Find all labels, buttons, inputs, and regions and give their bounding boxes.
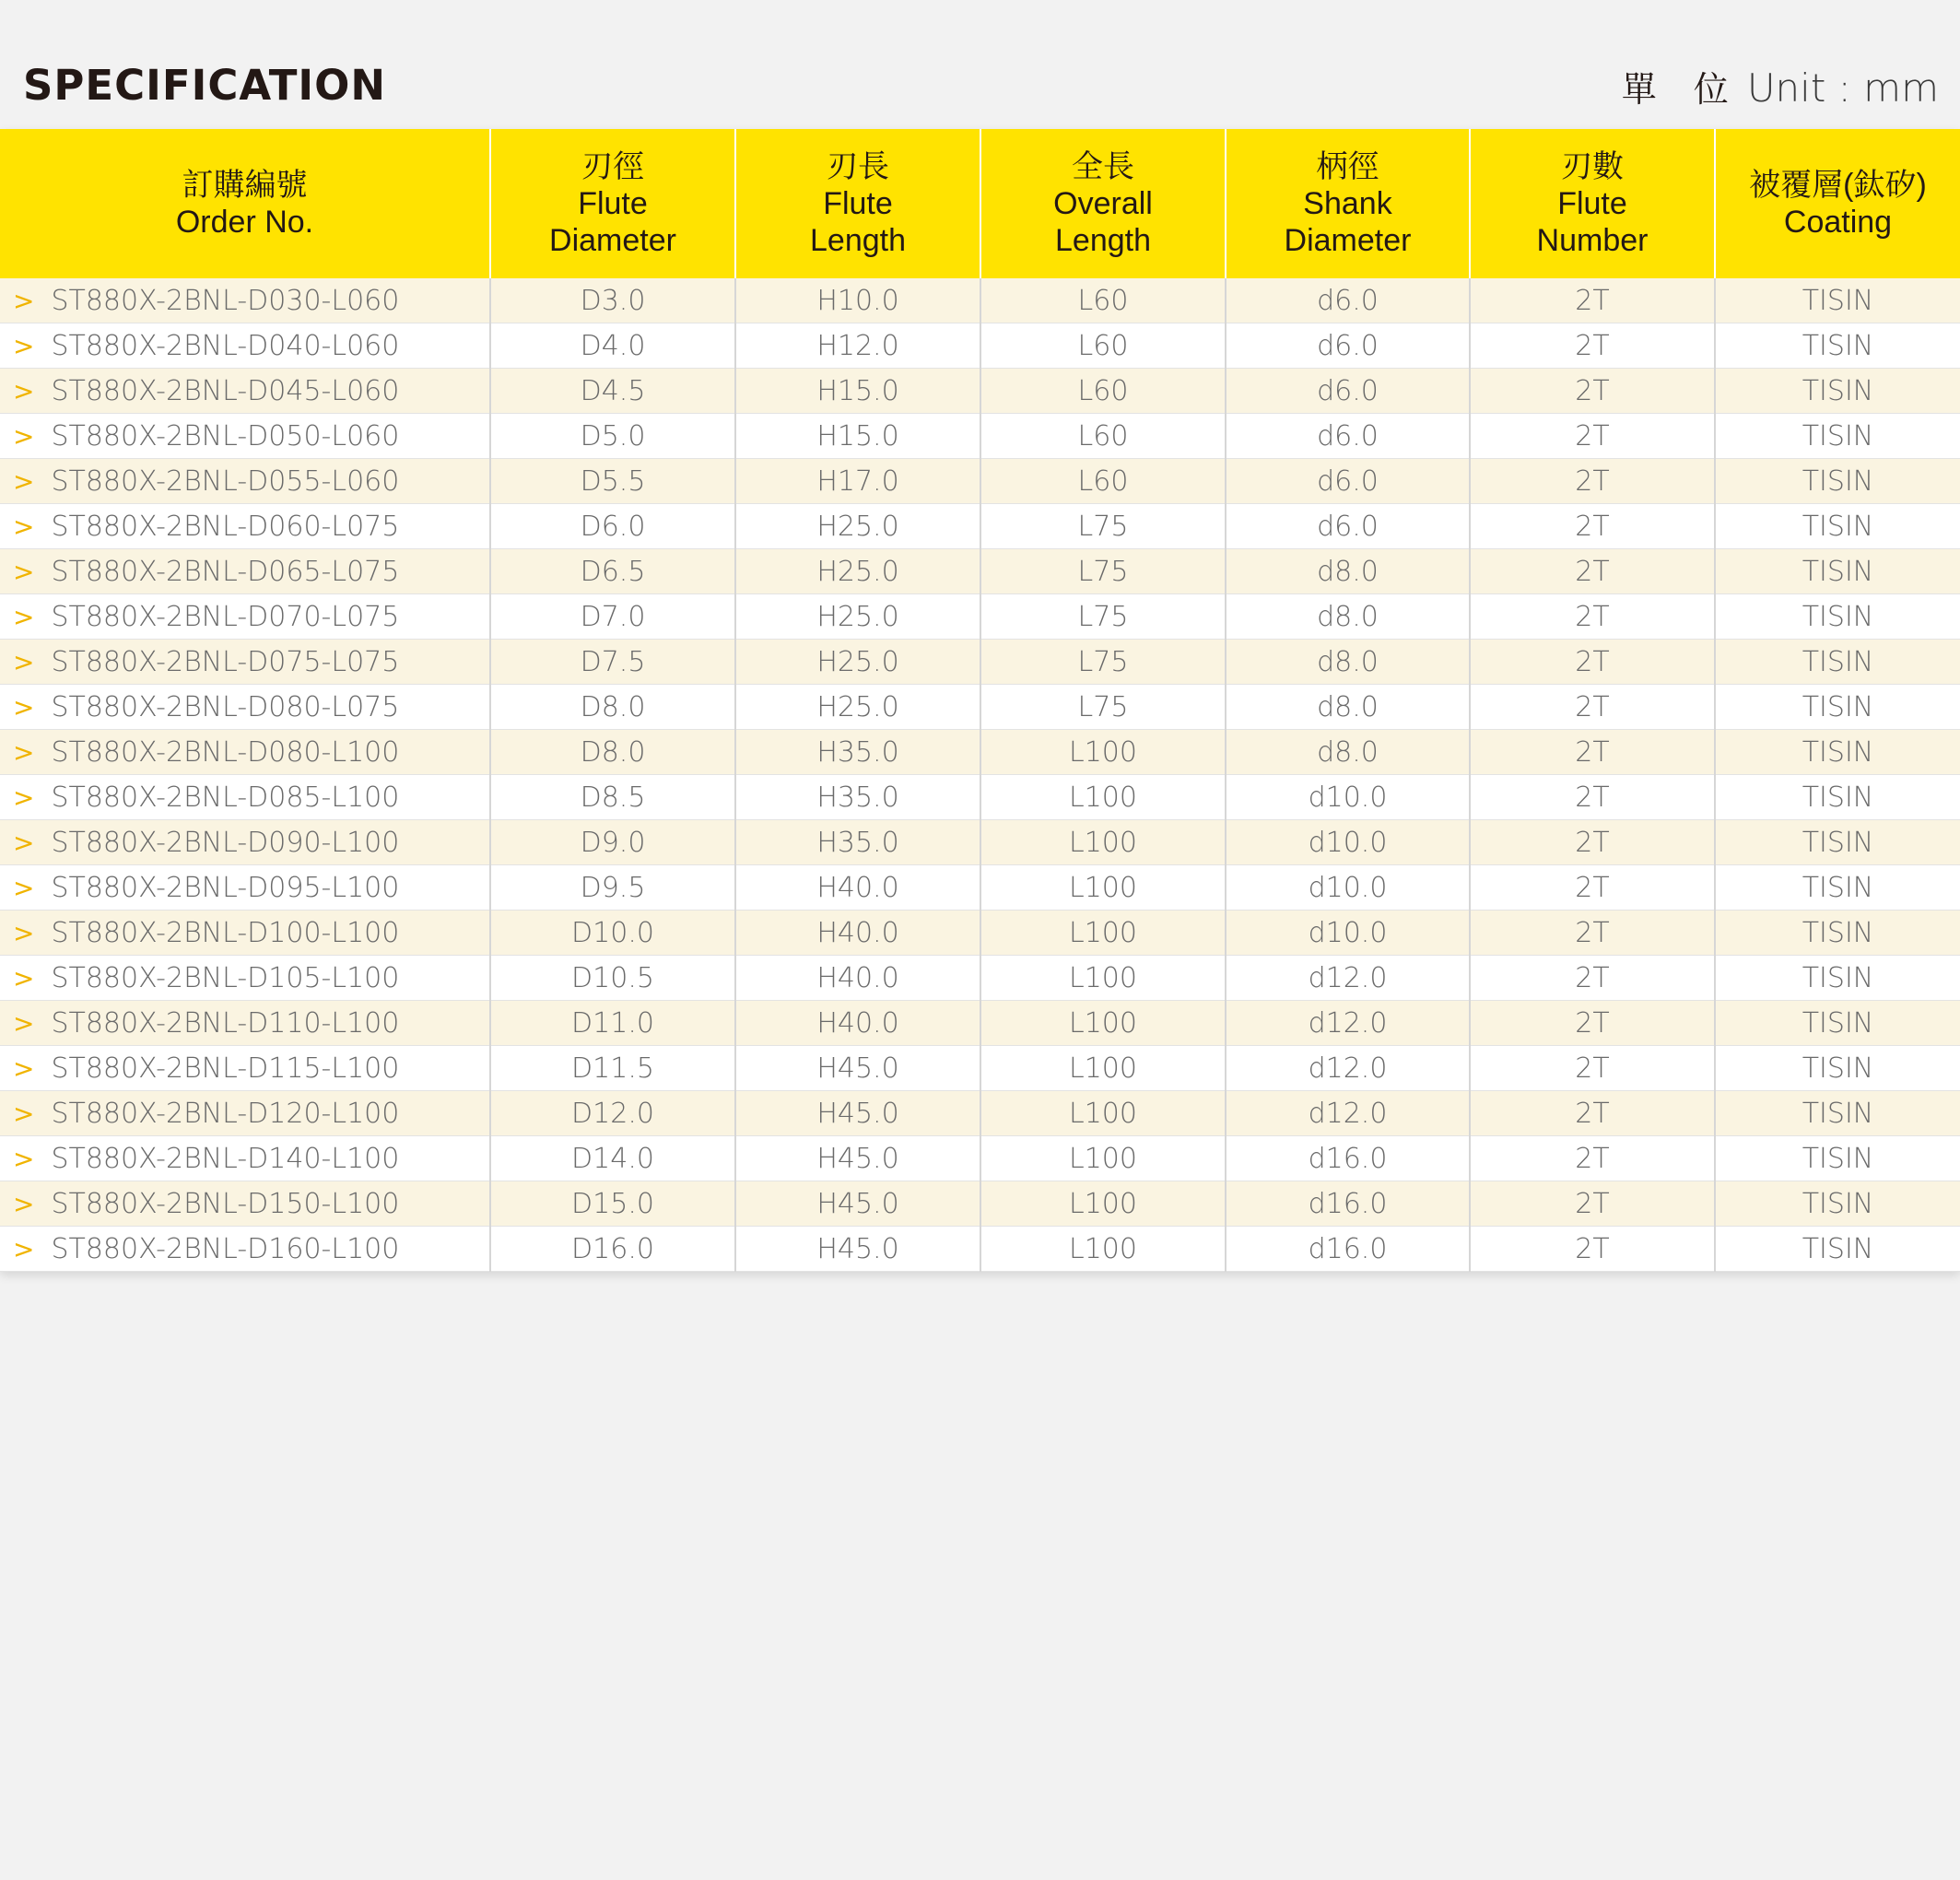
shank-diameter-cell: d12.0 (1226, 1091, 1470, 1136)
order-no-text: ST880X-2BNL-D110-L100 (51, 1006, 400, 1040)
order-no-cell (0, 685, 490, 730)
overall-length-cell: L75 (980, 504, 1226, 549)
flute-length-cell: H35.0 (735, 775, 980, 820)
flute-number-cell: 2T (1470, 504, 1715, 549)
coating-cell: TISIN (1715, 459, 1960, 504)
overall-length-cell: L100 (980, 911, 1226, 956)
coating-cell: TISIN (1715, 911, 1960, 956)
flute-diameter-cell: D8.0 (490, 730, 735, 775)
order-no-text: ST880X-2BNL-D080-L100 (51, 735, 400, 769)
flute-diameter-cell: D10.0 (490, 911, 735, 956)
table-row (0, 730, 1960, 775)
col-header-zh: 刃徑 (581, 149, 644, 184)
row-arrow-icon: > (13, 375, 35, 406)
coating-cell: TISIN (1715, 775, 1960, 820)
flute-number-cell: 2T (1470, 459, 1715, 504)
flute-number-cell: 2T (1470, 414, 1715, 459)
order-no-text: ST880X-2BNL-D065-L075 (51, 555, 400, 588)
flute-number-cell: 2T (1470, 323, 1715, 369)
col-header-zh: 全長 (1072, 149, 1134, 184)
flute-diameter-cell: D15.0 (490, 1181, 735, 1227)
order-no-cell (0, 549, 490, 594)
flute-number-cell: 2T (1470, 1136, 1715, 1181)
order-no-cell (0, 459, 490, 504)
flute-number-cell: 2T (1470, 1001, 1715, 1046)
shank-diameter-cell: d12.0 (1226, 1001, 1470, 1046)
row-arrow-icon: > (13, 1233, 35, 1264)
shank-diameter-cell: d16.0 (1226, 1136, 1470, 1181)
coating-cell: TISIN (1715, 323, 1960, 369)
coating-cell: TISIN (1715, 594, 1960, 640)
flute-diameter-cell: D9.5 (490, 865, 735, 911)
flute-length-cell: H17.0 (735, 459, 980, 504)
row-arrow-icon: > (13, 872, 35, 903)
table-row (0, 594, 1960, 640)
table-row (0, 1046, 1960, 1091)
col-header-en: Order No. (175, 205, 314, 240)
overall-length-cell: L100 (980, 956, 1226, 1001)
col-header-en: Overall (1053, 186, 1153, 221)
overall-length-cell: L75 (980, 640, 1226, 685)
overall-length-cell: L100 (980, 775, 1226, 820)
table-row (0, 1091, 1960, 1136)
col-header-shank-diameter (1226, 129, 1470, 278)
shank-diameter-cell: d8.0 (1226, 594, 1470, 640)
table-row (0, 278, 1960, 323)
coating-cell: TISIN (1715, 504, 1960, 549)
header-row (0, 129, 1960, 278)
flute-length-cell: H25.0 (735, 640, 980, 685)
table-row (0, 459, 1960, 504)
overall-length-cell: L100 (980, 1001, 1226, 1046)
shank-diameter-cell: d6.0 (1226, 323, 1470, 369)
flute-diameter-cell: D11.5 (490, 1046, 735, 1091)
row-arrow-icon: > (13, 781, 35, 813)
row-arrow-icon: > (13, 1188, 35, 1219)
row-arrow-icon: > (13, 1007, 35, 1039)
flute-diameter-cell: D4.0 (490, 323, 735, 369)
row-arrow-icon: > (13, 511, 35, 542)
row-arrow-icon: > (13, 736, 35, 768)
row-arrow-icon: > (13, 827, 35, 858)
table-row (0, 1136, 1960, 1181)
row-arrow-icon: > (13, 330, 35, 361)
table-row (0, 369, 1960, 414)
col-header-flute-length (735, 129, 980, 278)
shank-diameter-cell: d8.0 (1226, 730, 1470, 775)
table-header (0, 129, 1960, 278)
col-header-coating (1715, 129, 1960, 278)
row-arrow-icon: > (13, 1098, 35, 1129)
order-no-text: ST880X-2BNL-D080-L075 (51, 690, 400, 723)
flute-number-cell: 2T (1470, 594, 1715, 640)
shank-diameter-cell: d8.0 (1226, 685, 1470, 730)
shank-diameter-cell: d6.0 (1226, 278, 1470, 323)
flute-length-cell: H45.0 (735, 1091, 980, 1136)
col-header-en: Diameter (549, 223, 676, 258)
flute-diameter-cell: D8.5 (490, 775, 735, 820)
shank-diameter-cell: d10.0 (1226, 775, 1470, 820)
order-no-cell (0, 594, 490, 640)
col-header-order-no (0, 129, 490, 278)
coating-cell: TISIN (1715, 956, 1960, 1001)
flute-diameter-cell: D6.5 (490, 549, 735, 594)
row-arrow-icon: > (13, 962, 35, 993)
table-row (0, 549, 1960, 594)
flute-number-cell: 2T (1470, 1046, 1715, 1091)
order-no-cell (0, 1046, 490, 1091)
order-no-text: ST880X-2BNL-D055-L060 (51, 464, 400, 498)
order-no-cell (0, 414, 490, 459)
shank-diameter-cell: d10.0 (1226, 865, 1470, 911)
table-row (0, 685, 1960, 730)
flute-length-cell: H25.0 (735, 549, 980, 594)
flute-number-cell: 2T (1470, 1227, 1715, 1272)
coating-cell: TISIN (1715, 1046, 1960, 1091)
shank-diameter-cell: d8.0 (1226, 549, 1470, 594)
flute-length-cell: H40.0 (735, 1001, 980, 1046)
col-header-en: Coating (1783, 205, 1893, 240)
overall-length-cell: L100 (980, 730, 1226, 775)
shank-diameter-cell: d6.0 (1226, 459, 1470, 504)
flute-length-cell: H15.0 (735, 369, 980, 414)
col-header-zh: 訂購編號 (182, 168, 308, 203)
shank-diameter-cell: d8.0 (1226, 640, 1470, 685)
overall-length-cell: L100 (980, 1181, 1226, 1227)
flute-diameter-cell: D8.0 (490, 685, 735, 730)
overall-length-cell: L100 (980, 1136, 1226, 1181)
coating-cell: TISIN (1715, 1136, 1960, 1181)
flute-diameter-cell: D10.5 (490, 956, 735, 1001)
row-arrow-icon: > (13, 556, 35, 587)
table-row (0, 911, 1960, 956)
flute-number-cell: 2T (1470, 865, 1715, 911)
order-no-cell (0, 956, 490, 1001)
col-header-en: Diameter (1284, 223, 1412, 258)
table-row (0, 414, 1960, 459)
overall-length-cell: L75 (980, 685, 1226, 730)
overall-length-cell: L60 (980, 459, 1226, 504)
flute-length-cell: H35.0 (735, 730, 980, 775)
shank-diameter-cell: d12.0 (1226, 1046, 1470, 1091)
col-header-en: Length (1055, 223, 1151, 258)
overall-length-cell: L60 (980, 369, 1226, 414)
table-row (0, 865, 1960, 911)
flute-number-cell: 2T (1470, 1091, 1715, 1136)
flute-number-cell: 2T (1470, 911, 1715, 956)
coating-cell: TISIN (1715, 730, 1960, 775)
flute-length-cell: H45.0 (735, 1181, 980, 1227)
flute-diameter-cell: D7.0 (490, 594, 735, 640)
row-arrow-icon: > (13, 1143, 35, 1174)
flute-length-cell: H12.0 (735, 323, 980, 369)
order-no-cell (0, 1181, 490, 1227)
shank-diameter-cell: d6.0 (1226, 414, 1470, 459)
flute-diameter-cell: D7.5 (490, 640, 735, 685)
row-arrow-icon: > (13, 691, 35, 723)
table-row (0, 323, 1960, 369)
row-arrow-icon: > (13, 285, 35, 316)
shank-diameter-cell: d6.0 (1226, 504, 1470, 549)
overall-length-cell: L100 (980, 1227, 1226, 1272)
flute-diameter-cell: D16.0 (490, 1227, 735, 1272)
col-header-en: Flute (823, 186, 893, 221)
flute-length-cell: H25.0 (735, 504, 980, 549)
flute-number-cell: 2T (1470, 278, 1715, 323)
coating-cell: TISIN (1715, 820, 1960, 865)
flute-diameter-cell: D9.0 (490, 820, 735, 865)
order-no-cell (0, 911, 490, 956)
flute-number-cell: 2T (1470, 369, 1715, 414)
order-no-text: ST880X-2BNL-D050-L060 (51, 419, 400, 452)
col-header-en: Flute (1557, 186, 1627, 221)
shank-diameter-cell: d16.0 (1226, 1181, 1470, 1227)
table-row (0, 775, 1960, 820)
order-no-text: ST880X-2BNL-D100-L100 (51, 916, 400, 949)
flute-length-cell: H40.0 (735, 956, 980, 1001)
flute-length-cell: H25.0 (735, 594, 980, 640)
col-header-flute-number (1470, 129, 1715, 278)
overall-length-cell: L60 (980, 278, 1226, 323)
shank-diameter-cell: d16.0 (1226, 1227, 1470, 1272)
col-header-en: Flute (578, 186, 648, 221)
coating-cell: TISIN (1715, 640, 1960, 685)
row-arrow-icon: > (13, 646, 35, 677)
coating-cell: TISIN (1715, 414, 1960, 459)
order-no-cell (0, 369, 490, 414)
shank-diameter-cell: d6.0 (1226, 369, 1470, 414)
col-header-en: Shank (1303, 186, 1392, 221)
order-no-text: ST880X-2BNL-D120-L100 (51, 1097, 400, 1130)
unit-label-en: Unit : mm (1746, 65, 1939, 111)
order-no-text: ST880X-2BNL-D085-L100 (51, 781, 400, 814)
flute-diameter-cell: D11.0 (490, 1001, 735, 1046)
order-no-cell (0, 323, 490, 369)
coating-cell: TISIN (1715, 1181, 1960, 1227)
unit-label-zh: 單 位 (1621, 69, 1742, 110)
order-no-cell (0, 865, 490, 911)
row-arrow-icon: > (13, 465, 35, 497)
coating-cell: TISIN (1715, 685, 1960, 730)
order-no-text: ST880X-2BNL-D040-L060 (51, 329, 400, 362)
flute-length-cell: H25.0 (735, 685, 980, 730)
flute-number-cell: 2T (1470, 685, 1715, 730)
flute-number-cell: 2T (1470, 775, 1715, 820)
flute-diameter-cell: D6.0 (490, 504, 735, 549)
coating-cell: TISIN (1715, 865, 1960, 911)
flute-diameter-cell: D3.0 (490, 278, 735, 323)
flute-length-cell: H40.0 (735, 865, 980, 911)
overall-length-cell: L75 (980, 549, 1226, 594)
order-no-text: ST880X-2BNL-D095-L100 (51, 871, 400, 904)
order-no-cell (0, 1091, 490, 1136)
col-header-en: Number (1536, 223, 1649, 258)
coating-cell: TISIN (1715, 1001, 1960, 1046)
row-arrow-icon: > (13, 1052, 35, 1084)
table-row (0, 1181, 1960, 1227)
order-no-text: ST880X-2BNL-D115-L100 (51, 1052, 400, 1085)
row-arrow-icon: > (13, 917, 35, 948)
table-row (0, 956, 1960, 1001)
flute-number-cell: 2T (1470, 956, 1715, 1001)
flute-length-cell: H15.0 (735, 414, 980, 459)
order-no-text: ST880X-2BNL-D160-L100 (51, 1232, 400, 1265)
flute-number-cell: 2T (1470, 1181, 1715, 1227)
coating-cell: TISIN (1715, 1091, 1960, 1136)
flute-length-cell: H45.0 (735, 1136, 980, 1181)
flute-diameter-cell: D12.0 (490, 1091, 735, 1136)
overall-length-cell: L100 (980, 820, 1226, 865)
flute-length-cell: H10.0 (735, 278, 980, 323)
row-arrow-icon: > (13, 601, 35, 632)
table-row (0, 1001, 1960, 1046)
flute-length-cell: H35.0 (735, 820, 980, 865)
col-header-zh: 柄徑 (1316, 149, 1379, 184)
order-no-cell (0, 278, 490, 323)
order-no-cell (0, 730, 490, 775)
overall-length-cell: L60 (980, 414, 1226, 459)
flute-number-cell: 2T (1470, 730, 1715, 775)
table-row (0, 504, 1960, 549)
shank-diameter-cell: d12.0 (1226, 956, 1470, 1001)
coating-cell: TISIN (1715, 1227, 1960, 1272)
order-no-text: ST880X-2BNL-D090-L100 (51, 826, 400, 859)
coating-cell: TISIN (1715, 278, 1960, 323)
overall-length-cell: L100 (980, 1091, 1226, 1136)
col-header-zh: 刃數 (1561, 149, 1624, 184)
table-row (0, 640, 1960, 685)
order-no-text: ST880X-2BNL-D075-L075 (51, 645, 400, 678)
order-no-cell (0, 1136, 490, 1181)
spec-table (0, 129, 1960, 1272)
flute-length-cell: H45.0 (735, 1227, 980, 1272)
order-no-cell (0, 820, 490, 865)
overall-length-cell: L100 (980, 1046, 1226, 1091)
order-no-text: ST880X-2BNL-D060-L075 (51, 510, 400, 543)
overall-length-cell: L75 (980, 594, 1226, 640)
shank-diameter-cell: d10.0 (1226, 820, 1470, 865)
table-body (0, 278, 1960, 1272)
order-no-text: ST880X-2BNL-D150-L100 (51, 1187, 400, 1220)
order-no-text: ST880X-2BNL-D030-L060 (51, 284, 400, 317)
col-header-overall-length (980, 129, 1226, 278)
flute-diameter-cell: D5.0 (490, 414, 735, 459)
order-no-text: ST880X-2BNL-D105-L100 (51, 961, 400, 994)
flute-number-cell: 2T (1470, 820, 1715, 865)
coating-cell: TISIN (1715, 369, 1960, 414)
table-row (0, 820, 1960, 865)
order-no-text: ST880X-2BNL-D140-L100 (51, 1142, 400, 1175)
shank-diameter-cell: d10.0 (1226, 911, 1470, 956)
spec-table-container (0, 129, 1960, 1272)
flute-length-cell: H40.0 (735, 911, 980, 956)
order-no-cell (0, 504, 490, 549)
flute-number-cell: 2T (1470, 549, 1715, 594)
col-header-en: Length (810, 223, 906, 258)
row-arrow-icon: > (13, 420, 35, 452)
order-no-text: ST880X-2BNL-D070-L075 (51, 600, 400, 633)
coating-cell: TISIN (1715, 549, 1960, 594)
flute-diameter-cell: D5.5 (490, 459, 735, 504)
unit-label (1622, 61, 1939, 112)
order-no-cell (0, 775, 490, 820)
order-no-cell (0, 640, 490, 685)
order-no-cell (0, 1227, 490, 1272)
table-row (0, 1227, 1960, 1272)
col-header-flute-diameter (490, 129, 735, 278)
flute-diameter-cell: D4.5 (490, 369, 735, 414)
flute-diameter-cell: D14.0 (490, 1136, 735, 1181)
order-no-cell (0, 1001, 490, 1046)
flute-length-cell: H45.0 (735, 1046, 980, 1091)
col-header-zh: 刃長 (827, 149, 889, 184)
overall-length-cell: L100 (980, 865, 1226, 911)
order-no-text: ST880X-2BNL-D045-L060 (51, 374, 400, 407)
col-header-zh: 被覆層(鈦矽) (1749, 168, 1927, 203)
flute-number-cell: 2T (1470, 640, 1715, 685)
page-header (0, 0, 1960, 129)
overall-length-cell: L60 (980, 323, 1226, 369)
page-title: SPECIFICATION (23, 61, 387, 110)
